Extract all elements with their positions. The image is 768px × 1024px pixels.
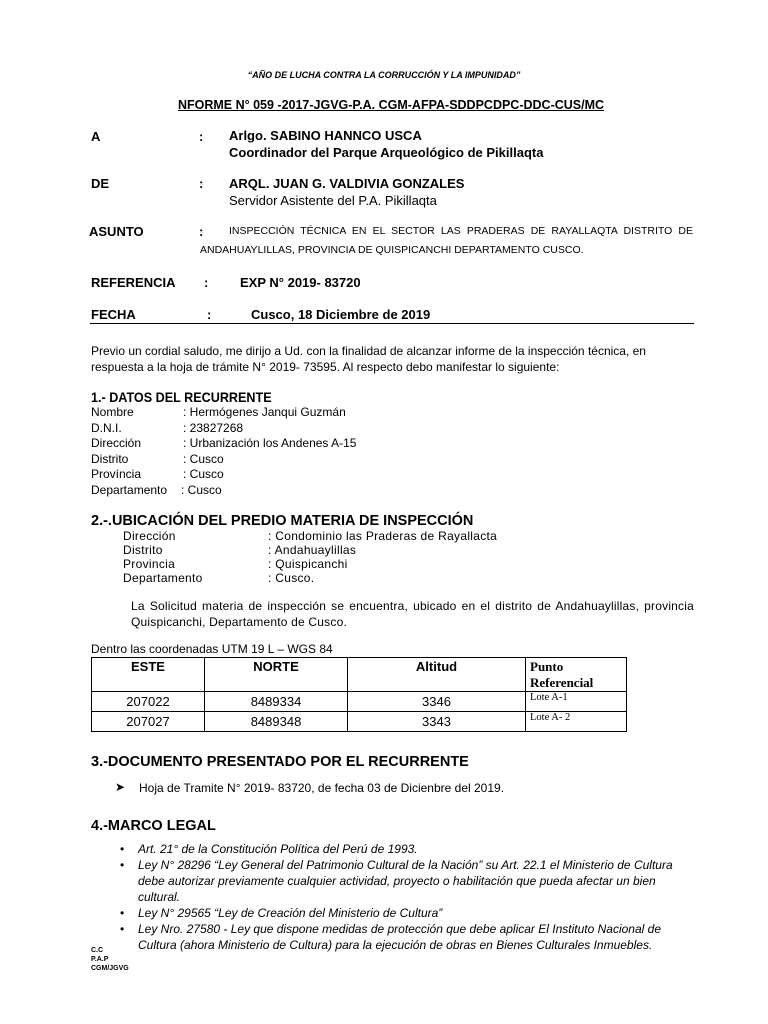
header-divider xyxy=(90,323,694,324)
cc-line: P.A.P xyxy=(91,956,109,963)
list-item xyxy=(91,436,356,452)
column-header: Altitud xyxy=(348,658,526,692)
location-paragraph: La Solicitud materia de inspección se encuentra, ubicado en el distrito de Andahuaylillas, provincia Quispicanchi, Departamento de Cusco. xyxy=(131,599,694,629)
intro-paragraph: Previo un cordial saludo, me dirijo a Ud. con la finalidad de alcanzar informe de la inspección técnica, en respuesta a la hoja de trámite N° 2019- 73595. Al respecto debo manifestar lo siguiente: xyxy=(91,344,646,374)
column-header: ESTE xyxy=(92,658,205,692)
legal-framework-list xyxy=(118,841,698,953)
field-value: : Cusco xyxy=(183,467,224,481)
list-item xyxy=(91,421,356,437)
fecha-label: FECHA xyxy=(91,307,136,322)
list-item xyxy=(91,405,356,421)
field-label: Nombre xyxy=(91,405,134,419)
table-cell: 3346 xyxy=(348,692,526,712)
list-item xyxy=(123,571,497,585)
table-cell: Lote A-1 xyxy=(526,692,627,712)
field-label: D.N.I. xyxy=(91,420,122,435)
section3-item: Hoja de Tramite N° 2019- 83720, de fecha 03 de Dicienbre del 2019. xyxy=(139,781,505,795)
list-item xyxy=(123,543,497,557)
table-cell: 207022 xyxy=(92,692,205,712)
coords-caption: Dentro las coordenadas UTM 19 L – WGS 84 xyxy=(91,642,333,656)
field-label: Distrito xyxy=(91,451,129,466)
field-label: Departamento xyxy=(91,482,168,497)
referencia-colon: : xyxy=(204,275,209,290)
section1-list xyxy=(91,405,356,498)
section2-heading: 2.-.UBICACIÓN DEL PREDIO MATERIA DE INSPECCIÓN xyxy=(91,513,474,529)
field-value: : Condominio las Praderas de Rayallacta xyxy=(268,529,498,543)
table-cell: 8489334 xyxy=(205,692,348,712)
arrow-bullet-icon: ➤ xyxy=(115,780,126,794)
table-cell: 8489348 xyxy=(205,712,348,732)
fecha-value: Cusco, 18 Diciembre de 2019 xyxy=(251,307,431,322)
de-colon: : xyxy=(199,176,204,191)
field-label: Departamento xyxy=(123,571,203,585)
list-item xyxy=(91,483,356,499)
document-title: NFORME N° 059 -2017-JGVG-P.A. CGM-AFPA-SDDPCDPC-DDC-CUS/MC xyxy=(177,98,605,112)
a-label: A xyxy=(91,129,101,144)
asunto-text: INSPECCIÓN TÉCNICA EN EL SECTOR LAS PRADERAS DE RAYALLAQTA DISTRITO DE ANDAHUAYLILLAS, PROVINCIA DE QUISPICANCHI DEPARTAMENTO CUSCO. xyxy=(200,225,693,256)
asunto-label: ASUNTO xyxy=(89,224,144,239)
field-value: : Hermógenes Janqui Guzmán xyxy=(183,405,346,419)
list-item xyxy=(123,557,497,571)
table-row xyxy=(92,712,627,732)
list-item: • Ley N° 28296 “Ley General del Patrimonio Cultural de la Nación” su Art. 22.1 el Ministerio de Cultura debe autorizar previamente cualquier actividad, proyecto o habilitación que pueda afectar un bien cultural. xyxy=(118,857,698,905)
list-item: • Art. 21° de la Constitución Política del Perú de 1993. xyxy=(118,841,698,857)
field-label: Provincia xyxy=(123,557,176,571)
recipient-name: Arlgo. SABINO HANNCO USCA xyxy=(229,128,422,143)
sender-name: ARQL. JUAN G. VALDIVIA GONZALES xyxy=(229,176,465,191)
field-value: : Quispicanchi xyxy=(268,557,348,571)
table-cell: 207027 xyxy=(92,712,205,732)
table-cell: Lote A- 2 xyxy=(526,712,627,732)
referencia-value: EXP N° 2019- 83720 xyxy=(240,275,361,290)
utm-coordinates-table xyxy=(91,657,627,732)
field-value: : Andahuaylillas xyxy=(268,543,357,557)
table-header-row xyxy=(92,658,627,692)
field-value: : Cusco xyxy=(181,482,222,497)
section2-list xyxy=(123,529,497,585)
section3-heading: 3.-DOCUMENTO PRESENTADO POR EL RECURRENTE xyxy=(91,754,469,770)
cc-line: CGM/JGVG xyxy=(91,965,129,972)
field-value: : Cusco. xyxy=(268,571,315,585)
cc-block xyxy=(91,946,129,973)
list-item xyxy=(123,529,497,543)
section4-heading: 4.-MARCO LEGAL xyxy=(91,818,216,834)
list-item xyxy=(91,467,356,483)
document-motto: “AÑO DE LUCHA CONTRA LA CORRUCCIÓN Y LA IMPUNIDAD” xyxy=(247,70,521,80)
column-header: NORTE xyxy=(205,658,348,692)
field-value: : Cusco xyxy=(183,451,224,466)
a-colon: : xyxy=(199,129,204,144)
de-label: DE xyxy=(91,176,110,191)
table-cell: 3343 xyxy=(348,712,526,732)
section1-heading: 1.- DATOS DEL RECURRENTE xyxy=(91,389,272,405)
field-value: : 23827268 xyxy=(183,420,244,435)
asunto-colon: : xyxy=(199,224,204,239)
table-row xyxy=(92,692,627,712)
field-value: : Urbanización los Andenes A-15 xyxy=(183,436,357,450)
list-item xyxy=(91,452,356,468)
recipient-role: Coordinador del Parque Arqueológico de Pikillaqta xyxy=(229,145,544,160)
field-label: Distrito xyxy=(123,543,163,557)
list-item: • Ley N° 29565 “Ley de Creación del Ministerio de Cultura” xyxy=(118,905,698,921)
column-header: Punto Referencial xyxy=(526,658,627,692)
field-label: Dirección xyxy=(123,529,176,543)
referencia-label: REFERENCIA xyxy=(91,275,176,290)
cc-line: C.C xyxy=(91,947,104,954)
sender-role: Servidor Asistente del P.A. Pikillaqta xyxy=(229,193,437,208)
field-label: Província xyxy=(91,467,142,481)
field-label: Dirección xyxy=(91,436,142,450)
fecha-colon: : xyxy=(207,307,212,322)
list-item: • Ley Nro. 27580 - Ley que dispone medidas de protección que debe aplicar El Instituto Nacional de Cultura (ahora Ministerio de Cultura) para la ejecución de obras en Bienes Culturales Inmuebles. xyxy=(118,921,698,953)
